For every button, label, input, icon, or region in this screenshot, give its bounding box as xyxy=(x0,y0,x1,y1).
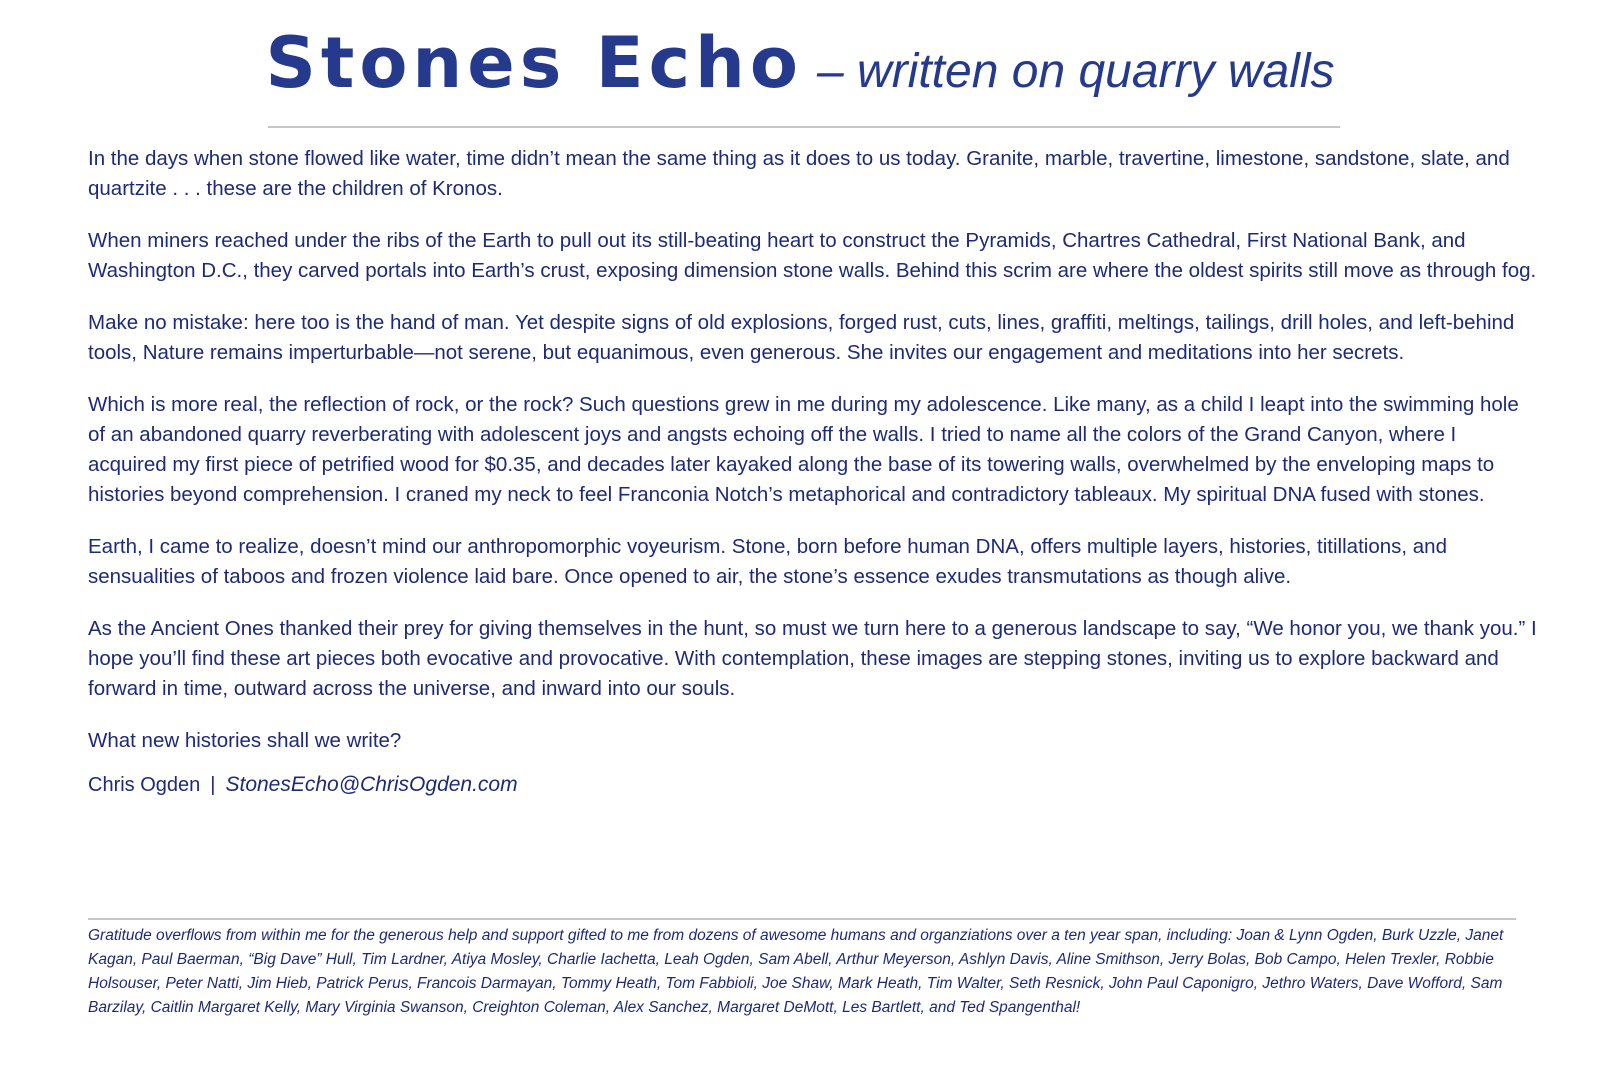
paragraph: Make no mistake: here too is the hand of man. Yet despite signs of old explosions, forged rust, cuts, lines, graffiti, meltings, tailings, drill holes, and left-behind tools, Nature remains imperturbable—not serene, but equanimous, even generous. She invites our engagement and meditations into her secrets. xyxy=(88,311,1515,364)
author-name: Chris Ogden xyxy=(88,774,201,796)
statement-body xyxy=(88,144,1538,800)
closing-question: What new histories shall we write? xyxy=(88,729,402,752)
paragraph: As the Ancient Ones thanked their prey for giving themselves in the hunt, so must we turn here to a generous landscape to say, “We honor you, we thank you.” I hope you’ll find these art pieces both evocative and provocative. With contemplation, these images are stepping stones, inviting us to explore backward and forward in time, outward across the universe, and inward into our souls. xyxy=(88,617,1537,700)
page-title xyxy=(0,22,1600,104)
paragraph: When miners reached under the ribs of the Earth to pull out its still-beating heart to construct the Pyramids, Chartres Cathedral, First National Bank, and Washington D.C., they carved portals into Earth’s crust, exposing dimension stone walls. Behind this scrim are where the oldest spirits still move as through fog. xyxy=(88,229,1537,282)
paragraph: Which is more real, the reflection of rock, or the rock? Such questions grew in me during my adolescence. Like many, as a child I leapt into the swimming hole of an abandoned quarry reverberating with adolescent joys and angsts echoing off the walls. I tried to name all the colors of the Grand Canyon, where I acquired my first piece of petrified wood for $0.35, and decades later kayaked along the base of its towering walls, overwhelmed by the enveloping maps to histories beyond comprehension. I craned my neck to feel Franconia Notch’s metaphorical and contradictory tableaux. My spiritual DNA fused with stones. xyxy=(88,393,1519,506)
acknowledgements: Gratitude overflows from within me for the generous help and support gifted to me from dozens of awesome humans and organziations over a ten year span, including: Joan & Lynn Ogden, Burk Uzzle, Janet Kagan, Paul Baerman, “Big Dave” Hull, Tim Lardner, Atiya Mosley, Charlie Iachetta, Leah Ogden, Sam Abell, Arthur Meyerson, Ashlyn Davis, Aline Smithson, Jerry Bolas, Bob Campo, Helen Trexler, Robbie Holsouser, Peter Natti, Jim Hieb, Patrick Perus, Francois Darmayan, Tommy Heath, Tom Fabbioli, Joe Shaw, Mark Heath, Tim Walter, Seth Resnick, John Paul Caponigro, Jethro Waters, Dave Wofford, Sam Barzilay, Caitlin Margaret Kelly, Mary Virginia Swanson, Creighton Coleman, Alex Sanchez, Margaret DeMott, Les Bartlett, and Ted Spangenthal! xyxy=(88,927,1504,1016)
title-main: Stones Echo xyxy=(265,22,803,104)
signature-separator: | xyxy=(210,774,216,796)
paragraph: In the days when stone flowed like water, time didn’t mean the same thing as it does to us today. Granite, marble, travertine, limestone, sandstone, slate, and quartzite . . . these are the children of Kronos. xyxy=(88,147,1510,200)
signature xyxy=(88,770,1538,800)
credits-divider xyxy=(88,918,1516,920)
title-divider xyxy=(268,126,1340,128)
paragraph: Earth, I came to realize, doesn’t mind our anthropomorphic voyeurism. Stone, born before human DNA, offers multiple layers, histories, titillations, and sensualities of taboos and frozen violence laid bare. Once opened to air, the stone’s essence exudes transmutations as though alive. xyxy=(88,535,1447,588)
author-email: StonesEcho@ChrisOgden.com xyxy=(225,773,518,796)
title-subtitle: – written on quarry walls xyxy=(817,45,1335,98)
